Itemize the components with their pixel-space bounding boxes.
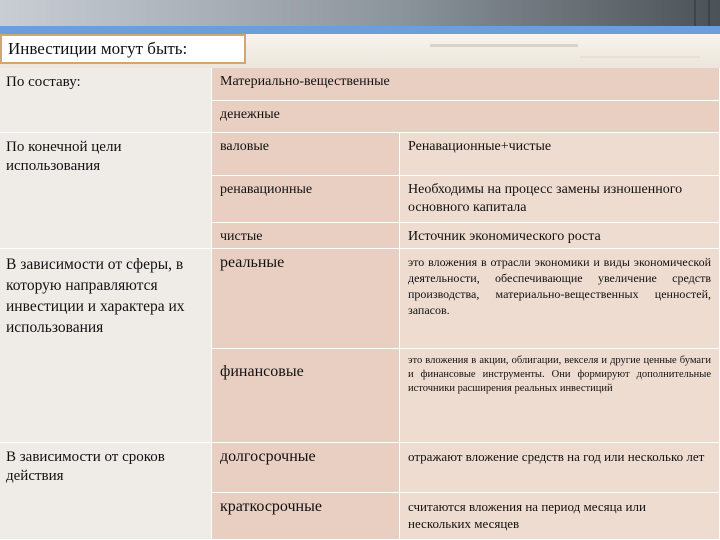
investment-classification-table — [0, 68, 720, 540]
desc-gross: Ренавационные+чистые — [400, 133, 720, 176]
desc-renovation: Необходимы на процесс замены изношенного основного капитала — [400, 176, 720, 223]
title-decoration — [430, 44, 578, 47]
desc-short-term: считаются вложения на период месяца или нескольких месяцев — [400, 493, 720, 540]
type-material: Материально-вещественные — [212, 68, 720, 101]
header-divider — [694, 0, 696, 26]
type-renovation: ренавационные — [212, 176, 400, 223]
category-label-composition: По составу: — [0, 68, 212, 133]
category-label-term: В зависимости от сроков действия — [0, 443, 212, 540]
type-gross: валовые — [212, 133, 400, 176]
type-long-term: долгосрочные — [212, 443, 400, 493]
slide-accent-band — [0, 26, 720, 34]
header-divider — [708, 0, 710, 26]
type-real: реальные — [212, 249, 400, 349]
title-decoration — [580, 56, 700, 58]
category-label-purpose: По конечной цели использования — [0, 133, 212, 249]
slide-header-band — [0, 0, 720, 26]
slide-title: Инвестиции могут быть: — [0, 34, 246, 64]
desc-real: это вложения в отрасли экономики и виды экономической деятельности, обеспечивающие увеличение средств производства, материально-вещественных ценностей, запасов. — [400, 249, 720, 349]
desc-net: Источник экономического роста — [400, 223, 720, 249]
type-short-term: краткосрочные — [212, 493, 400, 540]
type-financial: финансовые — [212, 349, 400, 443]
category-label-sphere: В зависимости от сферы, в которую направляются инвестиции и характера их использования — [0, 249, 212, 443]
desc-long-term: отражают вложение средств на год или несколько лет — [400, 443, 720, 493]
type-monetary: денежные — [212, 101, 720, 133]
desc-financial: это вложения в акции, облигации, векселя и другие ценные бумаги и финансовые инструменты. Они формируют дополнительные источники расширения реальных инвестиций — [400, 349, 720, 443]
type-net: чистые — [212, 223, 400, 249]
